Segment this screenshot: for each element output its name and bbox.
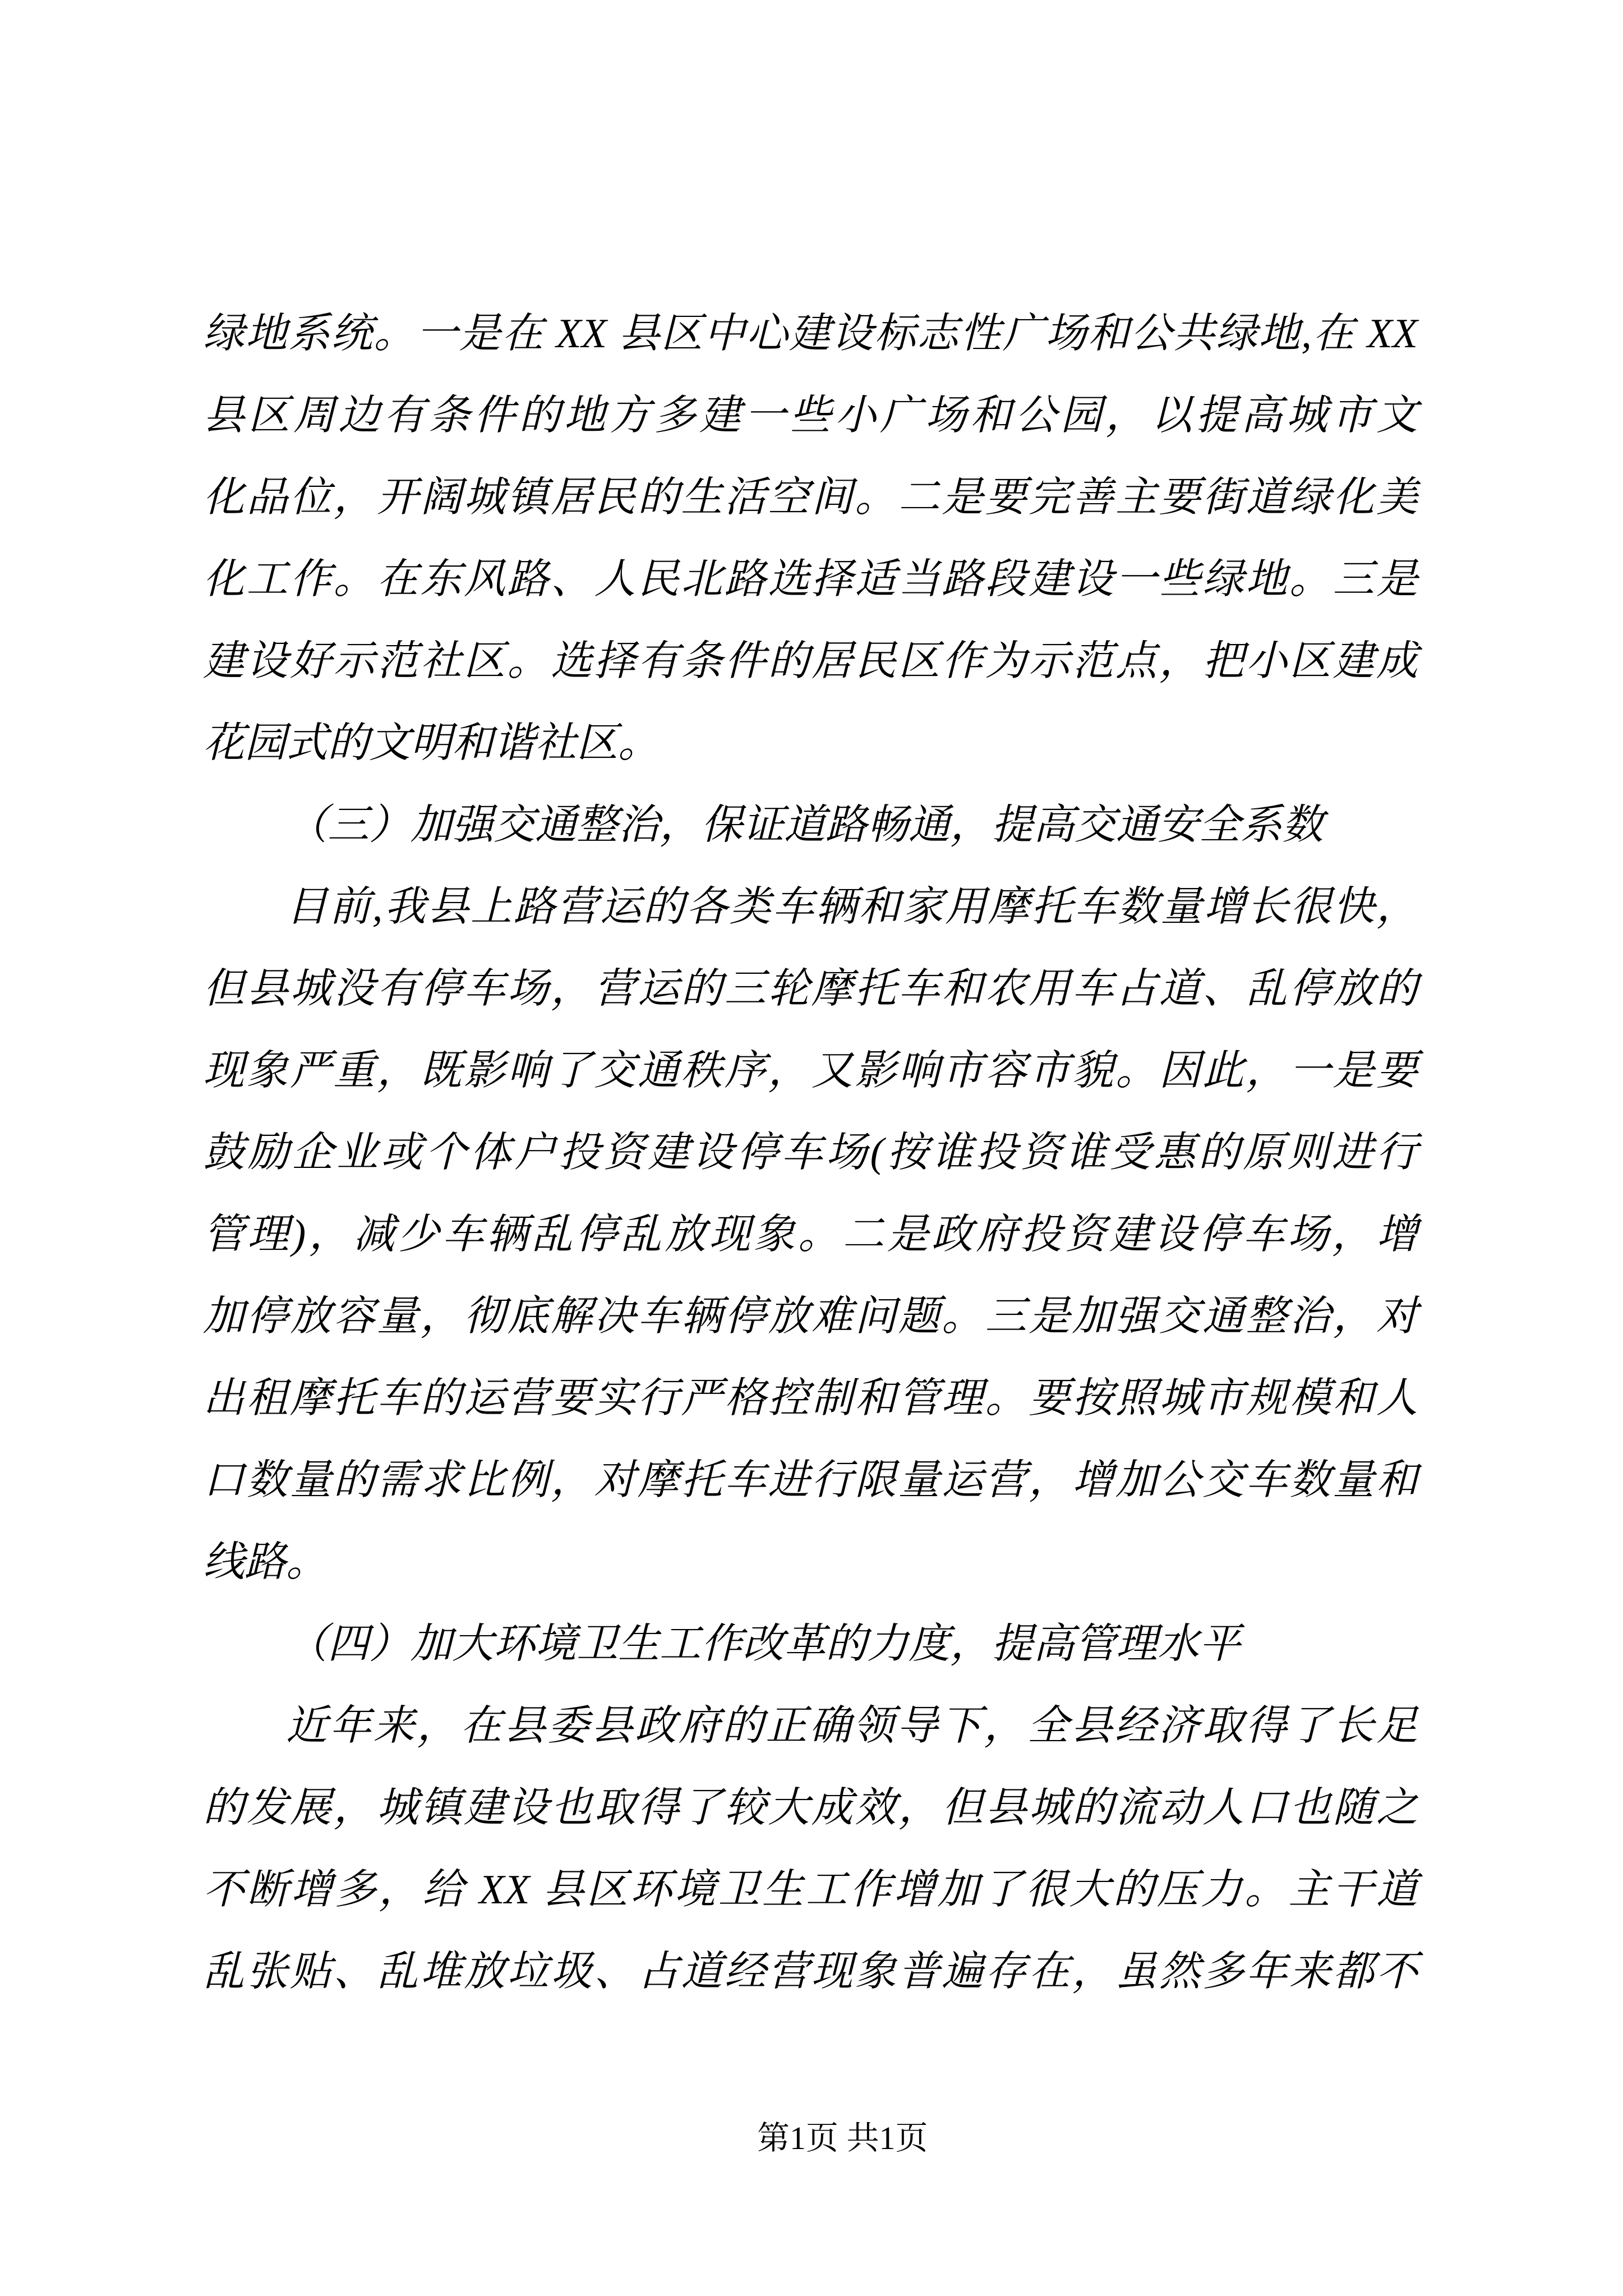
body-line: 化工作。在东风路、人民北路选择适当路段建设一些绿地。三是 (203, 556, 1418, 602)
body-line: 现象严重，既影响了交通秩序，又影响市容市貌。因此，一是要 (203, 1048, 1418, 1094)
document-body (203, 293, 1418, 2013)
body-line: 建设好示范社区。选择有条件的居民区作为示范点，把小区建成 (203, 638, 1418, 684)
body-line: 绿地系统。一是在 XX 县区中心建设标志性广场和公共绿地,在 XX (203, 311, 1418, 357)
body-line: 目前,我县上路营运的各类车辆和家用摩托车数量增长很快， (286, 884, 1418, 930)
body-line: 乱张贴、乱堆放垃圾、占道经营现象普遍存在，虽然多年来都不 (203, 1949, 1418, 1995)
body-line: 不断增多，给 XX 县区环境卫生工作增加了很大的压力。主干道 (203, 1867, 1418, 1913)
page-footer (757, 2116, 928, 2161)
body-line: 县区周边有条件的地方多建一些小广场和公园，以提高城市文 (203, 393, 1418, 439)
page-number: 第1页 共1页 (757, 2120, 928, 2156)
body-line: 口数量的需求比例，对摩托车进行限量运营，增加公交车数量和 (203, 1457, 1418, 1503)
body-line: 近年来，在县委县政府的正确领导下，全县经济取得了长足 (286, 1703, 1418, 1749)
body-line: 加停放容量，彻底解决车辆停放难问题。三是加强交通整治，对 (203, 1294, 1418, 1340)
body-line: 但县城没有停车场，营运的三轮摩托车和农用车占道、乱停放的 (203, 966, 1418, 1012)
section-heading-3: （三）加强交通整治，保证道路畅通，提高交通安全系数 (286, 802, 1324, 848)
body-line: 花园式的文明和谐社区。 (203, 720, 660, 766)
body-line: 管理)，减少车辆乱停乱放现象。二是政府投资建设停车场，增 (203, 1212, 1418, 1258)
body-line: 出租摩托车的运营要实行严格控制和管理。要按照城市规模和人 (203, 1375, 1418, 1421)
body-line: 的发展，城镇建设也取得了较大成效，但县城的流动人口也随之 (203, 1785, 1418, 1831)
body-line: 鼓励企业或个体户投资建设停车场(按谁投资谁受惠的原则进行 (203, 1130, 1418, 1176)
body-line: 线路。 (203, 1539, 328, 1585)
section-heading-4: （四）加大环境卫生工作改革的力度，提高管理水平 (286, 1621, 1241, 1667)
body-line: 化品位，开阔城镇居民的生活空间。二是要完善主要街道绿化美 (203, 475, 1418, 521)
